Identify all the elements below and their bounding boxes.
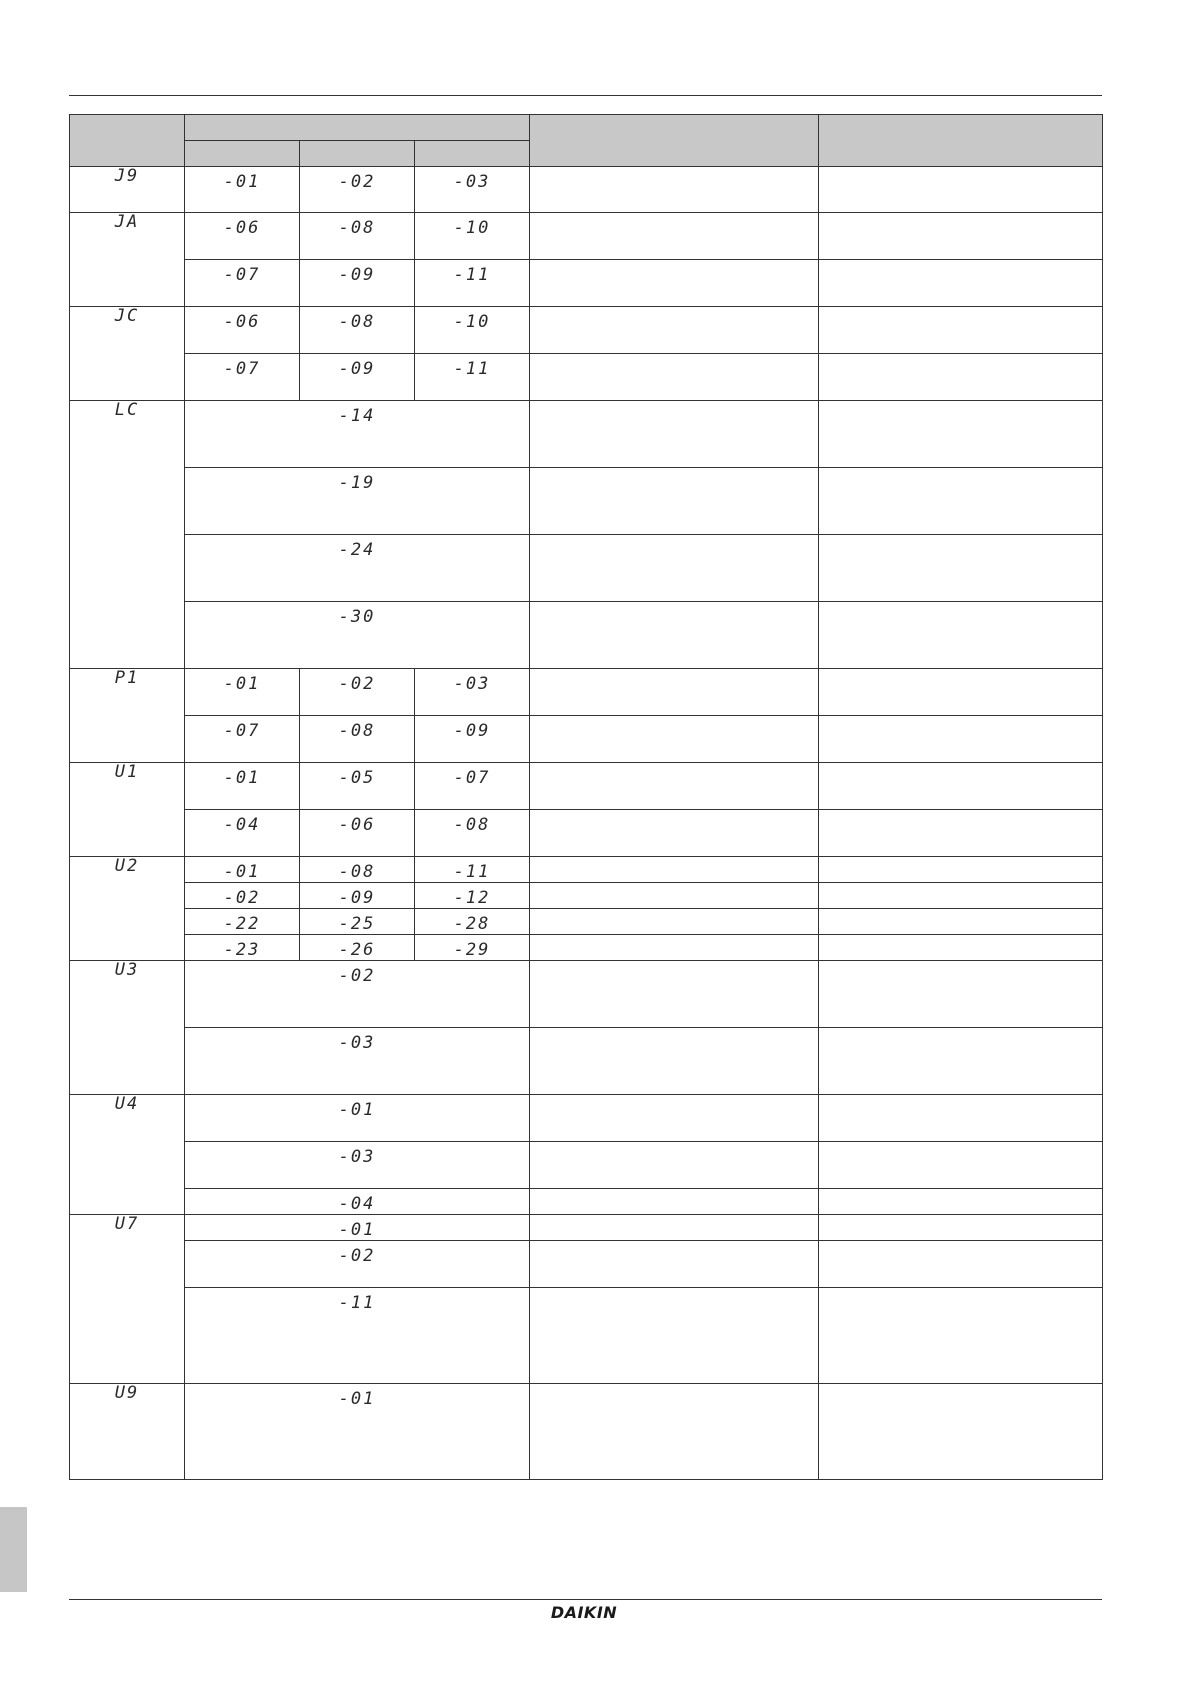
- description-cell: [530, 1288, 819, 1384]
- sub-code-text: -11: [338, 1293, 376, 1313]
- sub-code-text: -04: [338, 1194, 376, 1214]
- description-cell: [530, 669, 819, 716]
- main-code-cell: [70, 669, 185, 763]
- main-code-text: U3: [114, 960, 140, 980]
- table-row: [70, 1384, 1103, 1480]
- solution-cell: [819, 857, 1103, 883]
- sub-code-text: -14: [338, 406, 376, 426]
- header-sub-code-3: [415, 141, 530, 167]
- daikin-logo: DAIKIN: [550, 1603, 618, 1622]
- solution-cell: [819, 1142, 1103, 1189]
- sub-code-cell: [185, 810, 300, 857]
- main-code-cell: [70, 1215, 185, 1384]
- sub-code-text: -01: [338, 1220, 376, 1240]
- sub-code-cell: [300, 354, 415, 401]
- main-code-text: U4: [114, 1094, 140, 1114]
- sub-code-cell: [185, 602, 530, 669]
- description-cell: [530, 167, 819, 213]
- sub-code-text: -24: [338, 540, 376, 560]
- header-solution: [819, 115, 1103, 167]
- sub-code-cell: [185, 1215, 530, 1241]
- table-row: [70, 961, 1103, 1028]
- description-cell: [530, 716, 819, 763]
- sub-code-cell: [300, 213, 415, 260]
- solution-cell: [819, 307, 1103, 354]
- sub-code-cell: [415, 883, 530, 909]
- description-cell: [530, 810, 819, 857]
- sub-code-cell: [415, 857, 530, 883]
- sub-code-cell: [185, 1095, 530, 1142]
- table-row: [70, 535, 1103, 602]
- description-cell: [530, 354, 819, 401]
- sub-code-text: -11: [453, 359, 491, 379]
- sub-code-text: -01: [223, 172, 261, 192]
- sub-code-text: -08: [453, 815, 491, 835]
- sub-code-text: -11: [453, 265, 491, 285]
- solution-cell: [819, 1028, 1103, 1095]
- solution-cell: [819, 1095, 1103, 1142]
- sub-code-text: -08: [338, 312, 376, 332]
- sub-code-cell: [185, 401, 530, 468]
- header-main-code: [70, 115, 185, 167]
- sub-code-cell: [185, 857, 300, 883]
- header-sub-code: [185, 115, 530, 141]
- sub-code-text: -30: [338, 607, 376, 627]
- description-cell: [530, 1189, 819, 1215]
- description-cell: [530, 909, 819, 935]
- table-row: [70, 468, 1103, 535]
- solution-cell: [819, 716, 1103, 763]
- solution-cell: [819, 763, 1103, 810]
- sub-code-cell: [300, 857, 415, 883]
- sub-code-cell: [185, 883, 300, 909]
- sub-code-cell: [300, 810, 415, 857]
- description-cell: [530, 602, 819, 669]
- sub-code-text: -06: [223, 218, 261, 238]
- main-code-text: LC: [114, 400, 140, 420]
- description-cell: [530, 961, 819, 1028]
- solution-cell: [819, 213, 1103, 260]
- sub-code-cell: [300, 167, 415, 213]
- table-row: [70, 354, 1103, 401]
- sub-code-cell: [185, 669, 300, 716]
- table-row: [70, 857, 1103, 883]
- header-sub-code-2: [300, 141, 415, 167]
- main-code-text: JC: [114, 306, 140, 326]
- sub-code-text: -23: [223, 940, 261, 960]
- solution-cell: [819, 669, 1103, 716]
- main-code-text: P1: [114, 668, 140, 688]
- table-body: [70, 167, 1103, 1480]
- sub-code-text: -22: [223, 914, 261, 934]
- sub-code-text: -26: [338, 940, 376, 960]
- sub-code-text: -07: [223, 721, 261, 741]
- sub-code-text: -08: [338, 862, 376, 882]
- main-code-cell: [70, 307, 185, 401]
- solution-cell: [819, 810, 1103, 857]
- sub-code-cell: [185, 213, 300, 260]
- table-row: [70, 1241, 1103, 1288]
- description-cell: [530, 1241, 819, 1288]
- sub-code-text: -07: [453, 768, 491, 788]
- sub-code-text: -19: [338, 473, 376, 493]
- table-row: [70, 909, 1103, 935]
- sub-code-text: -09: [338, 359, 376, 379]
- sub-code-text: -09: [338, 888, 376, 908]
- sub-code-text: -09: [338, 265, 376, 285]
- table-row: [70, 935, 1103, 961]
- sub-code-text: -06: [223, 312, 261, 332]
- sub-code-text: -02: [223, 888, 261, 908]
- sub-code-text: -01: [338, 1100, 376, 1120]
- sub-code-cell: [415, 213, 530, 260]
- table-row: [70, 810, 1103, 857]
- sub-code-cell: [185, 716, 300, 763]
- sub-code-text: -09: [453, 721, 491, 741]
- solution-cell: [819, 260, 1103, 307]
- sub-code-cell: [415, 716, 530, 763]
- sub-code-cell: [415, 810, 530, 857]
- table-row: [70, 213, 1103, 260]
- sub-code-cell: [300, 307, 415, 354]
- sub-code-cell: [415, 354, 530, 401]
- sub-code-text: -06: [338, 815, 376, 835]
- sub-code-text: -25: [338, 914, 376, 934]
- sub-code-cell: [415, 167, 530, 213]
- sub-code-text: -01: [223, 674, 261, 694]
- main-code-cell: [70, 857, 185, 961]
- table-row: [70, 1189, 1103, 1215]
- sub-code-cell: [185, 167, 300, 213]
- sub-code-cell: [415, 260, 530, 307]
- sub-code-cell: [185, 935, 300, 961]
- description-cell: [530, 1142, 819, 1189]
- sub-code-text: -02: [338, 966, 376, 986]
- description-cell: [530, 857, 819, 883]
- sub-code-cell: [415, 763, 530, 810]
- table-row: [70, 307, 1103, 354]
- error-code-table: [69, 114, 1103, 1480]
- sub-code-text: -02: [338, 1246, 376, 1266]
- main-code-text: U2: [114, 856, 140, 876]
- sub-code-cell: [300, 935, 415, 961]
- sub-code-text: -02: [338, 172, 376, 192]
- sub-code-text: -07: [223, 359, 261, 379]
- description-cell: [530, 260, 819, 307]
- main-code-text: JA: [114, 212, 140, 232]
- sub-code-text: -08: [338, 721, 376, 741]
- solution-cell: [819, 535, 1103, 602]
- table-row: [70, 1028, 1103, 1095]
- sub-code-cell: [415, 909, 530, 935]
- sub-code-cell: [300, 716, 415, 763]
- sub-code-cell: [185, 1189, 530, 1215]
- header-description: [530, 115, 819, 167]
- solution-cell: [819, 1189, 1103, 1215]
- footer-rule: [69, 1599, 1102, 1600]
- table-row: [70, 260, 1103, 307]
- main-code-cell: [70, 401, 185, 669]
- description-cell: [530, 763, 819, 810]
- solution-cell: [819, 1288, 1103, 1384]
- sub-code-cell: [185, 961, 530, 1028]
- description-cell: [530, 535, 819, 602]
- solution-cell: [819, 1384, 1103, 1480]
- sub-code-text: -12: [453, 888, 491, 908]
- sub-code-text: -10: [453, 312, 491, 332]
- sub-code-text: -01: [223, 768, 261, 788]
- description-cell: [530, 935, 819, 961]
- sub-code-text: -29: [453, 940, 491, 960]
- sub-code-cell: [415, 935, 530, 961]
- sub-code-text: -01: [223, 862, 261, 882]
- sub-code-text: -03: [453, 172, 491, 192]
- sub-code-cell: [300, 883, 415, 909]
- sub-code-text: -03: [453, 674, 491, 694]
- sub-code-text: -07: [223, 265, 261, 285]
- solution-cell: [819, 167, 1103, 213]
- main-code-text: U9: [114, 1383, 140, 1403]
- sub-code-cell: [185, 1241, 530, 1288]
- table-row: [70, 401, 1103, 468]
- description-cell: [530, 1384, 819, 1480]
- sub-code-cell: [185, 260, 300, 307]
- sub-code-cell: [185, 468, 530, 535]
- description-cell: [530, 401, 819, 468]
- main-code-cell: [70, 1384, 185, 1480]
- solution-cell: [819, 468, 1103, 535]
- sub-code-text: -02: [338, 674, 376, 694]
- table-header: [70, 115, 1103, 167]
- solution-cell: [819, 935, 1103, 961]
- sub-code-cell: [185, 1142, 530, 1189]
- description-cell: [530, 468, 819, 535]
- solution-cell: [819, 354, 1103, 401]
- table-row: [70, 1095, 1103, 1142]
- page-side-tab: [0, 1507, 27, 1592]
- main-code-cell: [70, 213, 185, 307]
- sub-code-cell: [415, 669, 530, 716]
- main-code-cell: [70, 961, 185, 1095]
- sub-code-text: -11: [453, 862, 491, 882]
- description-cell: [530, 883, 819, 909]
- sub-code-cell: [185, 1028, 530, 1095]
- solution-cell: [819, 401, 1103, 468]
- table-row: [70, 1288, 1103, 1384]
- header-rule: [69, 95, 1102, 96]
- sub-code-cell: [185, 1288, 530, 1384]
- sub-code-text: -03: [338, 1147, 376, 1167]
- solution-cell: [819, 909, 1103, 935]
- main-code-cell: [70, 763, 185, 857]
- sub-code-cell: [415, 307, 530, 354]
- table-row: [70, 669, 1103, 716]
- description-cell: [530, 1095, 819, 1142]
- solution-cell: [819, 1241, 1103, 1288]
- sub-code-cell: [300, 763, 415, 810]
- sub-code-cell: [185, 763, 300, 810]
- sub-code-cell: [185, 535, 530, 602]
- table-row: [70, 602, 1103, 669]
- description-cell: [530, 213, 819, 260]
- header-sub-code-1: [185, 141, 300, 167]
- solution-cell: [819, 1215, 1103, 1241]
- sub-code-text: -08: [338, 218, 376, 238]
- sub-code-text: -10: [453, 218, 491, 238]
- sub-code-text: -04: [223, 815, 261, 835]
- description-cell: [530, 1215, 819, 1241]
- table-row: [70, 1215, 1103, 1241]
- sub-code-text: -03: [338, 1033, 376, 1053]
- main-code-text: J9: [114, 166, 140, 186]
- solution-cell: [819, 602, 1103, 669]
- sub-code-cell: [185, 307, 300, 354]
- sub-code-cell: [185, 354, 300, 401]
- table-row: [70, 883, 1103, 909]
- table-row: [70, 167, 1103, 213]
- description-cell: [530, 307, 819, 354]
- main-code-text: U7: [114, 1214, 140, 1234]
- sub-code-cell: [300, 260, 415, 307]
- table-row: [70, 763, 1103, 810]
- sub-code-cell: [185, 1384, 530, 1480]
- sub-code-cell: [300, 909, 415, 935]
- solution-cell: [819, 883, 1103, 909]
- table-row: [70, 1142, 1103, 1189]
- solution-cell: [819, 961, 1103, 1028]
- sub-code-text: -28: [453, 914, 491, 934]
- main-code-cell: [70, 167, 185, 213]
- sub-code-cell: [185, 909, 300, 935]
- sub-code-text: -05: [338, 768, 376, 788]
- sub-code-cell: [300, 669, 415, 716]
- main-code-cell: [70, 1095, 185, 1215]
- description-cell: [530, 1028, 819, 1095]
- main-code-text: U1: [114, 762, 140, 782]
- table-row: [70, 716, 1103, 763]
- sub-code-text: -01: [338, 1389, 376, 1409]
